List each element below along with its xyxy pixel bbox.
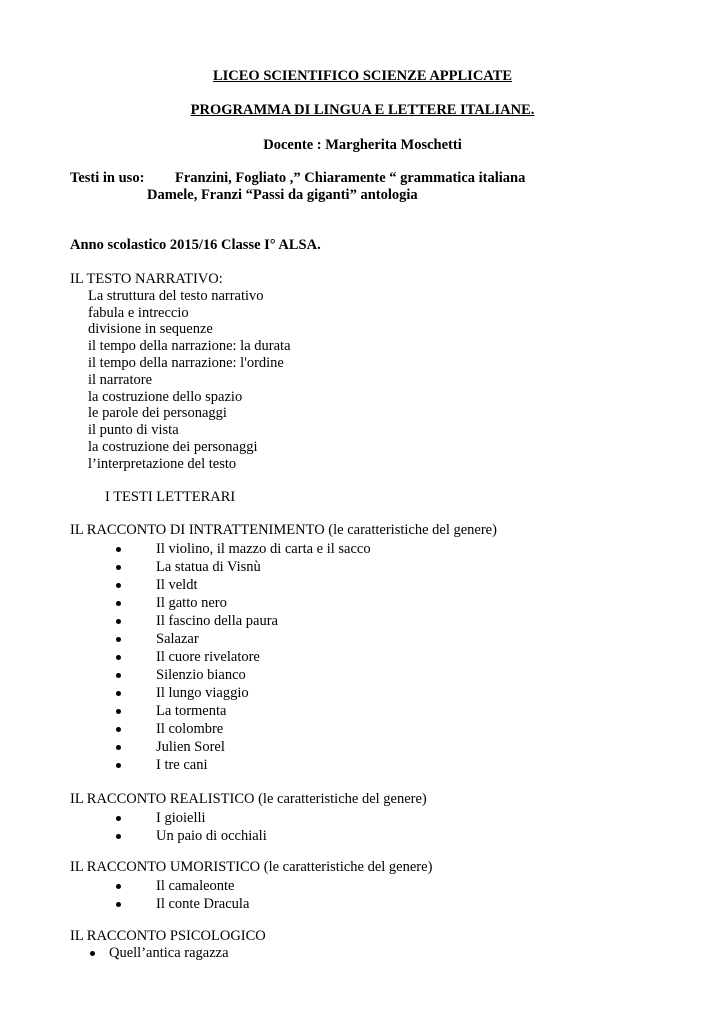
list-item: Silenzio bianco	[156, 667, 246, 683]
list-item: Salazar	[156, 631, 199, 647]
bullet-icon	[116, 709, 121, 714]
narrative-item: il punto di vista	[88, 422, 179, 438]
narrative-item: la costruzione dello spazio	[88, 389, 243, 405]
list-item: Julien Sorel	[156, 739, 225, 755]
literary-texts-title: I TESTI LETTERARI	[105, 489, 236, 505]
bullet-icon	[90, 951, 95, 956]
section-title-psicologico: IL RACCONTO PSICOLOGICO	[70, 928, 266, 944]
list-item: I gioielli	[156, 810, 206, 826]
texts-label: Testi in uso:	[70, 170, 145, 186]
section-title-realistico: IL RACCONTO REALISTICO (le caratteristiche del genere)	[70, 791, 427, 807]
bullet-icon	[116, 763, 121, 768]
list-item: Il gatto nero	[156, 595, 227, 611]
list-item: I tre cani	[156, 757, 208, 773]
bullet-icon	[116, 583, 121, 588]
bullet-icon	[116, 637, 121, 642]
list-item: Il lungo viaggio	[156, 685, 249, 701]
bullet-icon	[116, 691, 121, 696]
list-item: Il cuore rivelatore	[156, 649, 260, 665]
narrative-item: la costruzione dei personaggi	[88, 439, 258, 455]
narrative-item: il tempo della narrazione: la durata	[88, 338, 291, 354]
narrative-item: l’interpretazione del testo	[88, 456, 237, 472]
list-item: Il camaleonte	[156, 878, 235, 894]
section-title-intrattenimento: IL RACCONTO DI INTRATTENIMENTO (le caratteristiche del genere)	[70, 522, 497, 538]
bullet-icon	[116, 834, 121, 839]
school-year-class: Anno scolastico 2015/16 Classe I° ALSA.	[70, 237, 321, 253]
narrative-item: divisione in sequenze	[88, 321, 213, 337]
list-item: Quell’antica ragazza	[109, 945, 229, 961]
program-title: PROGRAMMA DI LINGUA E LETTERE ITALIANE.	[190, 102, 535, 118]
bullet-icon	[116, 673, 121, 678]
section-title-umoristico: IL RACCONTO UMORISTICO (le caratteristiche del genere)	[70, 859, 433, 875]
bullet-icon	[116, 601, 121, 606]
bullet-icon	[116, 884, 121, 889]
bullet-icon	[116, 565, 121, 570]
textbook-2: Damele, Franzi “Passi da giganti” antologia	[147, 187, 418, 203]
bullet-icon	[116, 745, 121, 750]
narrative-item: il tempo della narrazione: l'ordine	[88, 355, 284, 371]
list-item: La tormenta	[156, 703, 227, 719]
bullet-icon	[116, 619, 121, 624]
narrative-item: La struttura del testo narrativo	[88, 288, 264, 304]
narrative-item: le parole dei personaggi	[88, 405, 227, 421]
list-item: La statua di Visnù	[156, 559, 261, 575]
list-item: Un paio di occhiali	[156, 828, 267, 844]
bullet-icon	[116, 902, 121, 907]
narrative-item: fabula e intreccio	[88, 305, 189, 321]
bullet-icon	[116, 547, 121, 552]
list-item: Il veldt	[156, 577, 198, 593]
list-item: Il violino, il mazzo di carta e il sacco	[156, 541, 371, 557]
bullet-icon	[116, 655, 121, 660]
school-title: LICEO SCIENTIFICO SCIENZE APPLICATE	[212, 68, 513, 84]
list-item: Il fascino della paura	[156, 613, 278, 629]
list-item: Il conte Dracula	[156, 896, 250, 912]
narrative-title: IL TESTO NARRATIVO:	[70, 271, 223, 287]
list-item: Il colombre	[156, 721, 224, 737]
textbook-1: Franzini, Fogliato ,” Chiaramente “ grammatica italiana	[175, 170, 526, 186]
bullet-icon	[116, 816, 121, 821]
bullet-icon	[116, 727, 121, 732]
narrative-item: il narratore	[88, 372, 153, 388]
teacher-line: Docente : Margherita Moschetti	[263, 137, 462, 153]
